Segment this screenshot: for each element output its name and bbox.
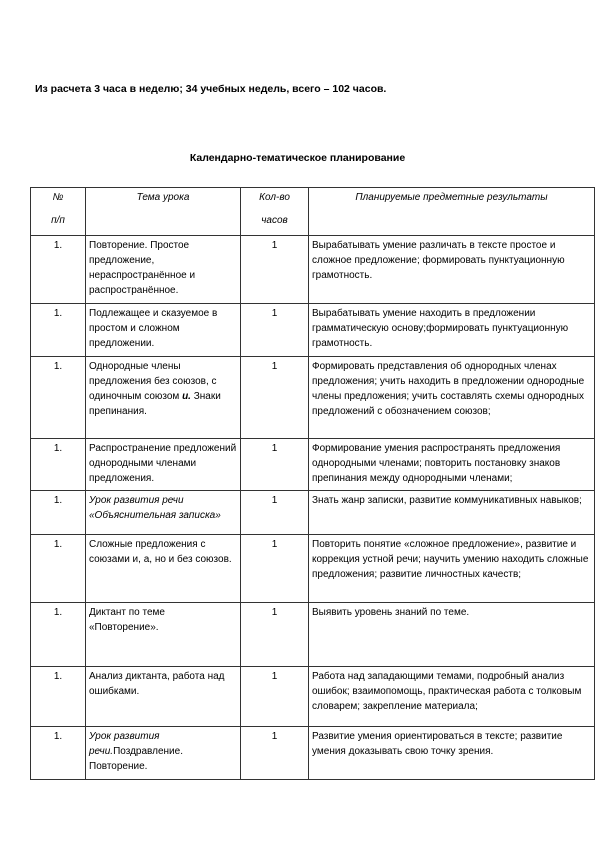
table-row (31, 727, 595, 780)
row-number: 1. (31, 491, 86, 535)
row-topic: Распространение предложений однородными членами предложения. (86, 439, 241, 491)
row-topic-emphasis: и. (182, 391, 191, 402)
header-topic: Тема урока (86, 188, 241, 236)
row-number: 1. (31, 535, 86, 603)
row-hours: 1 (241, 304, 309, 357)
header-num-bottom: п/п (51, 215, 65, 226)
row-results: Вырабатывать умение различать в тексте простое и сложное предложение; формировать пунктуационную грамотность. (309, 236, 595, 304)
row-number: 1. (31, 727, 86, 780)
row-topic: Анализ диктанта, работа над ошибками. (86, 667, 241, 727)
row-results: Выявить уровень знаний по теме. (309, 603, 595, 667)
row-hours: 1 (241, 535, 309, 603)
row-topic: Диктант по теме «Повторение». (86, 603, 241, 667)
row-topic-part: Однородные члены предложения без союзов, с одиночным союзом (89, 361, 217, 402)
header-hours-bottom: часов (261, 215, 288, 226)
header-hours-top: Кол-во (259, 192, 290, 203)
row-number: 1. (31, 439, 86, 491)
row-hours: 1 (241, 357, 309, 439)
row-hours: 1 (241, 439, 309, 491)
row-number: 1. (31, 603, 86, 667)
row-results: Формирование умения распространять предложения однородными членами; повторить постановку знаков препинания между однородными членами; (309, 439, 595, 491)
table-row (31, 667, 595, 727)
table-row (31, 439, 595, 491)
header-num-top: № (52, 192, 64, 203)
row-hours: 1 (241, 667, 309, 727)
row-topic-italic: Урок развития речи. (89, 731, 160, 757)
row-hours: 1 (241, 236, 309, 304)
plan-table (30, 187, 595, 780)
row-results: Формировать представления об однородных членах предложения; учить находить в предложении однородные члены предложения; учить составлять схемы однородных предложений с обозначением союзов; (309, 357, 595, 439)
row-results: Работа над западающими темами, подробный анализ ошибок; взаимопомощь, практическая работа с толковым словарем; закрепление материала; (309, 667, 595, 727)
row-results: Повторить понятие «сложное предложение», развитие и коррекция устной речи; научить умению находить сложные предложения; развитие личностных качеств; (309, 535, 595, 603)
row-number: 1. (31, 667, 86, 727)
header-hours (241, 188, 309, 236)
header-num (31, 188, 86, 236)
table-row (31, 491, 595, 535)
row-number: 1. (31, 236, 86, 304)
row-number: 1. (31, 304, 86, 357)
row-topic (86, 727, 241, 780)
row-topic (86, 357, 241, 439)
row-hours: 1 (241, 727, 309, 780)
header-results: Планируемые предметные результаты (309, 188, 595, 236)
table-row (31, 236, 595, 304)
row-topic: Урок развития речи «Объяснительная записка» (86, 491, 241, 535)
row-number: 1. (31, 357, 86, 439)
intro-text: Из расчета 3 часа в неделю; 34 учебных недель, всего – 102 часов. (35, 83, 387, 95)
table-row (31, 357, 595, 439)
row-results: Вырабатывать умение находить в предложении грамматическую основу;формировать пунктуационную грамотность. (309, 304, 595, 357)
table-row (31, 603, 595, 667)
table-header-row (31, 188, 595, 236)
row-topic: Подлежащее и сказуемое в простом и сложном предложении. (86, 304, 241, 357)
row-results: Знать жанр записки, развитие коммуникативных навыков; (309, 491, 595, 535)
row-results: Развитие умения ориентироваться в тексте; развитие умения доказывать свою точку зрения. (309, 727, 595, 780)
row-topic-part: Поздравление. Повторение. (89, 746, 183, 772)
row-hours: 1 (241, 603, 309, 667)
document-title: Календарно-тематическое планирование (189, 152, 406, 164)
table-row (31, 535, 595, 603)
row-topic: Повторение. Простое предложение, нераспространённое и распространённое. (86, 236, 241, 304)
row-hours: 1 (241, 491, 309, 535)
row-topic-part: Знаки препинания. (89, 391, 221, 417)
row-topic: Сложные предложения с союзами и, а, но и без союзов. (86, 535, 241, 603)
table-row (31, 304, 595, 357)
